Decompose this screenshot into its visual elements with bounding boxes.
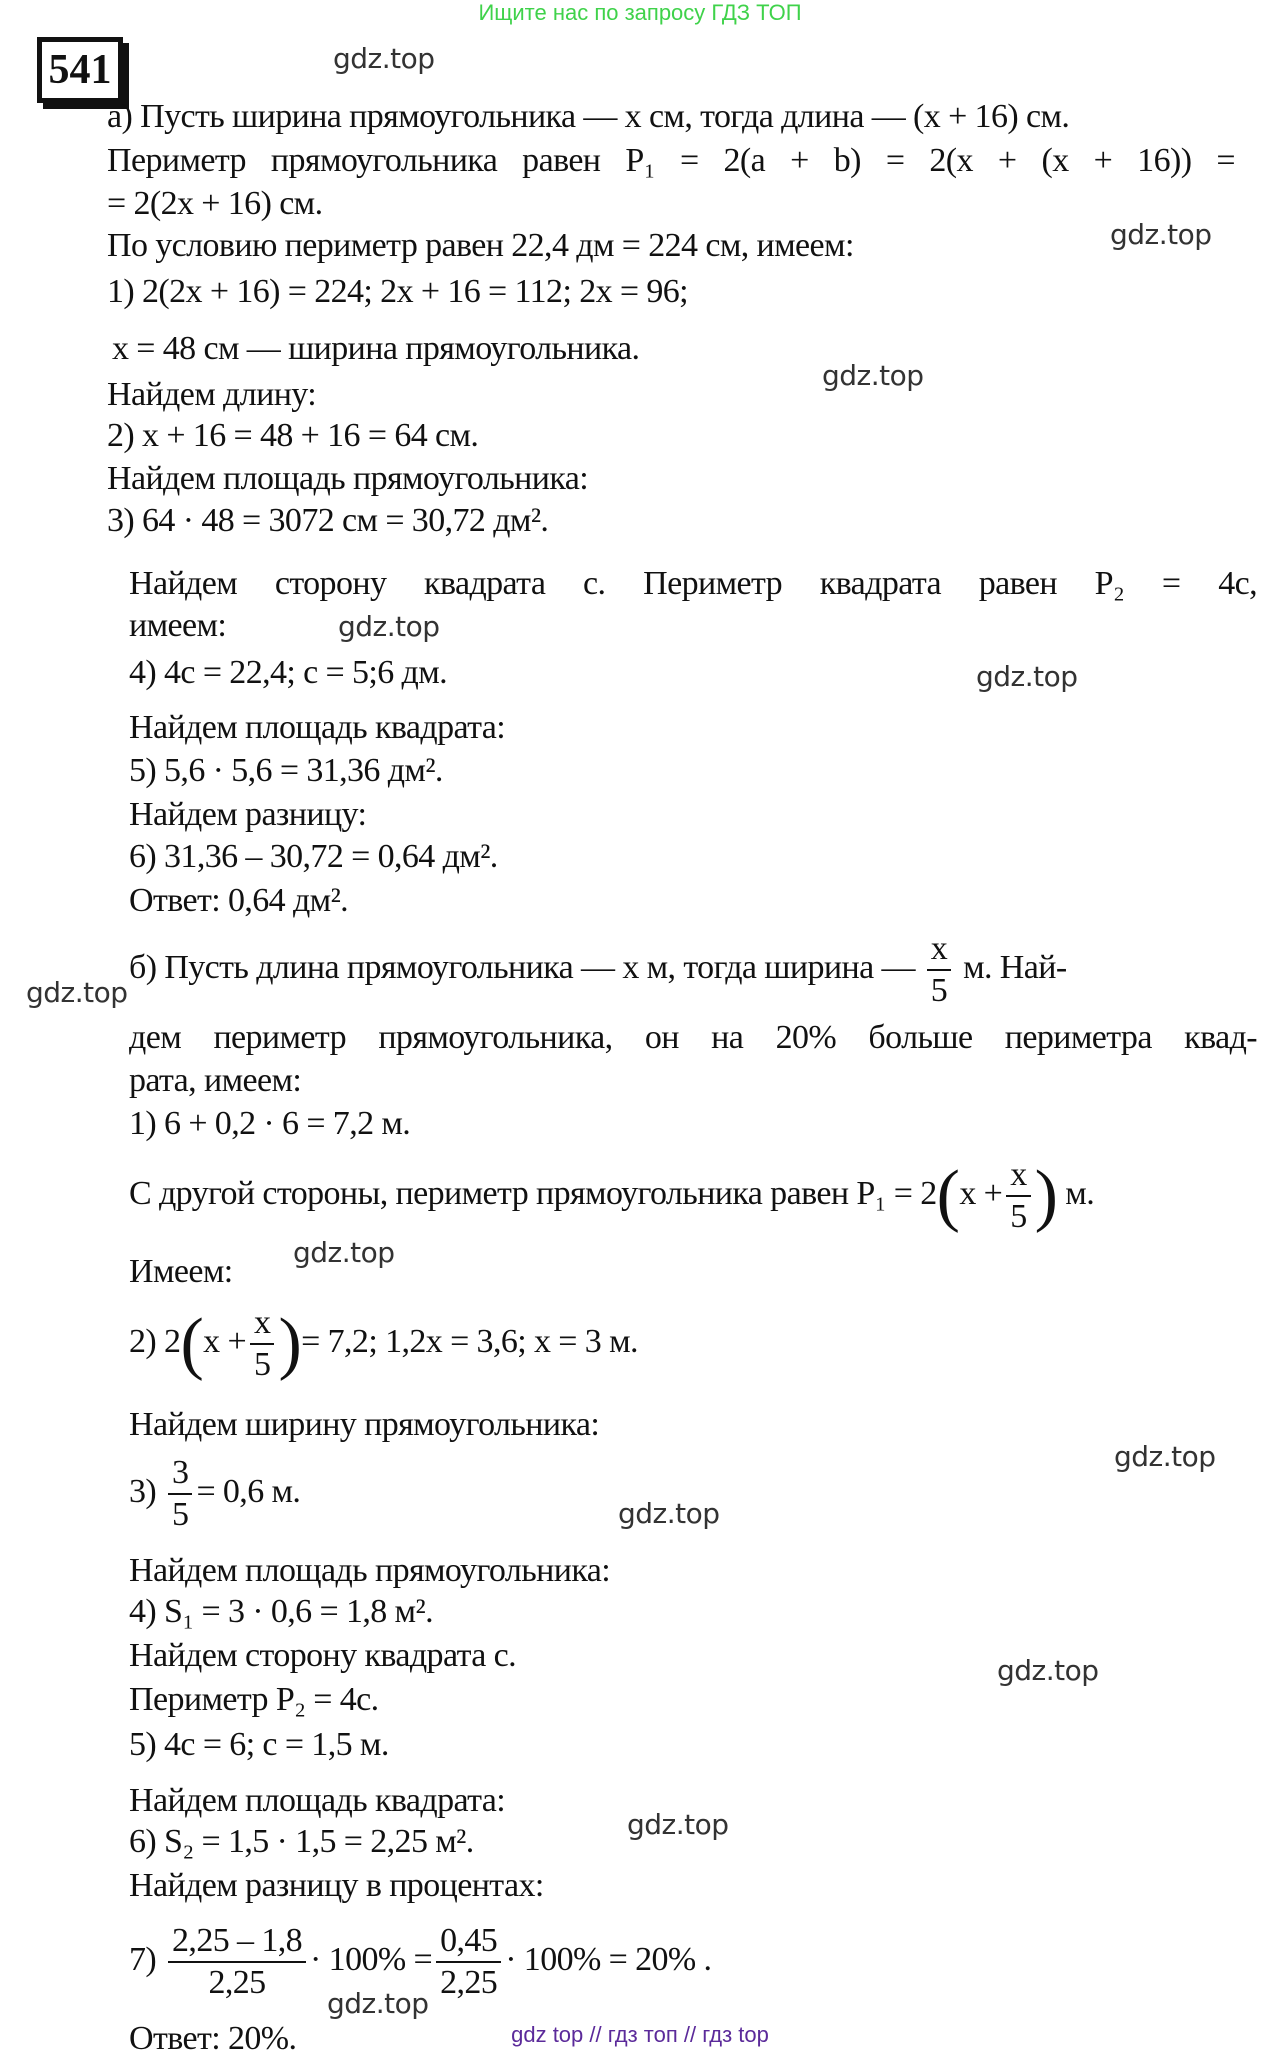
solution-line: а) Пусть ширина прямоугольника — x см, тогда длина — (x + 16) см.: [107, 98, 1070, 135]
numerator: 3: [168, 1453, 192, 1495]
denominator: 2,25: [208, 1964, 266, 2002]
watermark: gdz.top: [976, 660, 1078, 693]
solution-line: x = 48 см — ширина прямоугольника.: [112, 330, 640, 367]
fraction: [168, 1921, 306, 2003]
footer-links[interactable]: gdz top // гдз топ // гдз top: [511, 2022, 769, 2047]
solution-line: С другой стороны, периметр прямоугольника равен P₁ = 2(x + $\frac{x}{5}$ ) м.: [129, 1156, 1095, 1236]
solution-line: Найдем разницу в процентах:: [129, 1867, 544, 1904]
solution-line: Найдем сторону квадрата c.: [129, 1637, 517, 1674]
solution-line: 5) 5,6 · 5,6 = 31,36 дм².: [129, 752, 443, 789]
solution-line: 4) S₁ = 3 · 0,6 = 1,8 м².: [129, 1593, 433, 1630]
watermark: gdz.top: [627, 1808, 729, 1841]
watermark: gdz.top: [333, 42, 435, 75]
denominator: 2,25: [440, 1964, 498, 2002]
solution-line: 1) 2(2x + 16) = 224; 2x + 16 = 112; 2x = 96;: [107, 273, 689, 310]
watermark: gdz.top: [1110, 218, 1212, 251]
solution-line: Найдем длину:: [107, 376, 317, 413]
watermark: gdz.top: [338, 610, 440, 643]
text: 3): [129, 1473, 157, 1510]
denominator: 5: [1010, 1198, 1027, 1236]
solution-line: Найдем площадь прямоугольника:: [129, 1552, 611, 1589]
solution-line: 3) 64 · 48 = 3072 см = 30,72 дм².: [107, 502, 549, 539]
numerator: 2,25 – 1,8: [168, 1921, 306, 1963]
text: x +: [959, 1175, 1003, 1212]
watermark: gdz.top: [997, 1654, 1099, 1687]
solution-line: Периметр прямоугольника равен P₁ = 2(a + b) = 2(x + (x + 16)) =: [107, 142, 1235, 179]
solution-line: 6) 31,36 – 30,72 = 0,64 дм².: [129, 838, 498, 875]
watermark: gdz.top: [26, 976, 128, 1009]
task-number: 541: [37, 37, 123, 103]
text: = 0,6 м.: [196, 1473, 301, 1510]
fraction: [250, 1303, 274, 1385]
solution-line: [129, 920, 1067, 1016]
text: · 100% =: [310, 1941, 433, 1978]
solution-line: Периметр P₂ = 4c.: [129, 1681, 379, 1718]
fraction: [168, 1453, 192, 1535]
solution-line: [129, 1444, 300, 1540]
watermark: gdz.top: [618, 1497, 720, 1530]
solution-line: = 2(2x + 16) см.: [107, 185, 323, 222]
solution-line: [129, 1912, 711, 2008]
text: 7): [129, 1941, 157, 1978]
solution-line: 6) S₂ = 1,5 · 1,5 = 2,25 м².: [129, 1823, 474, 1860]
fraction: [436, 1921, 501, 2003]
watermark: gdz.top: [293, 1236, 395, 1269]
text: б) Пусть длина прямоугольника — x м, тогда ширина —: [129, 949, 915, 986]
solution-line: Ответ: 20%.: [129, 2020, 297, 2057]
denominator: 5: [930, 972, 948, 1010]
solution-line: Найдем сторону квадрата c. Периметр квадрата равен P₂ = 4c,: [129, 565, 1257, 602]
numerator: 0,45: [436, 1921, 501, 1963]
denominator: 5: [254, 1346, 271, 1384]
search-hint-banner: Ищите нас по запросу ГДЗ ТОП: [478, 0, 802, 25]
text: м. Най-: [963, 949, 1067, 986]
solution-line: рата, имеем:: [129, 1062, 302, 1099]
solution-line: Имеем:: [129, 1253, 233, 1290]
denominator: 5: [172, 1496, 189, 1534]
solution-line: Найдем площадь прямоугольника:: [107, 460, 589, 497]
text: = 7,2; 1,2x = 3,6; x = 3 м.: [301, 1323, 638, 1360]
solution-line: Найдем площадь квадрата:: [129, 709, 506, 746]
text: м.: [1065, 1175, 1095, 1212]
text: С другой стороны, периметр прямоугольника равен P₁ = 2: [129, 1175, 937, 1212]
solution-line: 2) 2(x + $\frac{x}{5}$ )= 7,2; 1,2x = 3,6; x = 3 м.: [129, 1304, 638, 1384]
text: x +: [203, 1323, 247, 1360]
watermark: gdz.top: [327, 1987, 429, 2020]
numerator: x: [250, 1303, 274, 1345]
solution-line: Найдем разницу:: [129, 796, 367, 833]
solution-line: 4) 4c = 22,4; c = 5;6 дм.: [129, 654, 448, 691]
text: 2) 2: [129, 1323, 181, 1360]
watermark: gdz.top: [822, 359, 924, 392]
watermark: gdz.top: [1114, 1440, 1216, 1473]
solution-line: Найдем площадь квадрата:: [129, 1782, 506, 1819]
fraction: [927, 929, 951, 1011]
solution-line: Найдем ширину прямоугольника:: [129, 1406, 600, 1443]
solution-line: 5) 4c = 6; c = 1,5 м.: [129, 1726, 389, 1763]
solution-line: По условию периметр равен 22,4 дм = 224 см, имеем:: [107, 227, 854, 264]
solution-line: имеем:: [129, 607, 227, 644]
numerator: x: [1006, 1155, 1030, 1197]
solution-line: Ответ: 0,64 дм².: [129, 882, 349, 919]
numerator: x: [927, 929, 951, 971]
solution-line: 2) x + 16 = 48 + 16 = 64 см.: [107, 417, 479, 454]
solution-line: дем периметр прямоугольника, он на 20% больше периметра квад-: [129, 1019, 1257, 1056]
text: · 100% = 20% .: [505, 1941, 712, 1978]
fraction: [1006, 1155, 1030, 1237]
solution-line: 1) 6 + 0,2 · 6 = 7,2 м.: [129, 1105, 411, 1142]
